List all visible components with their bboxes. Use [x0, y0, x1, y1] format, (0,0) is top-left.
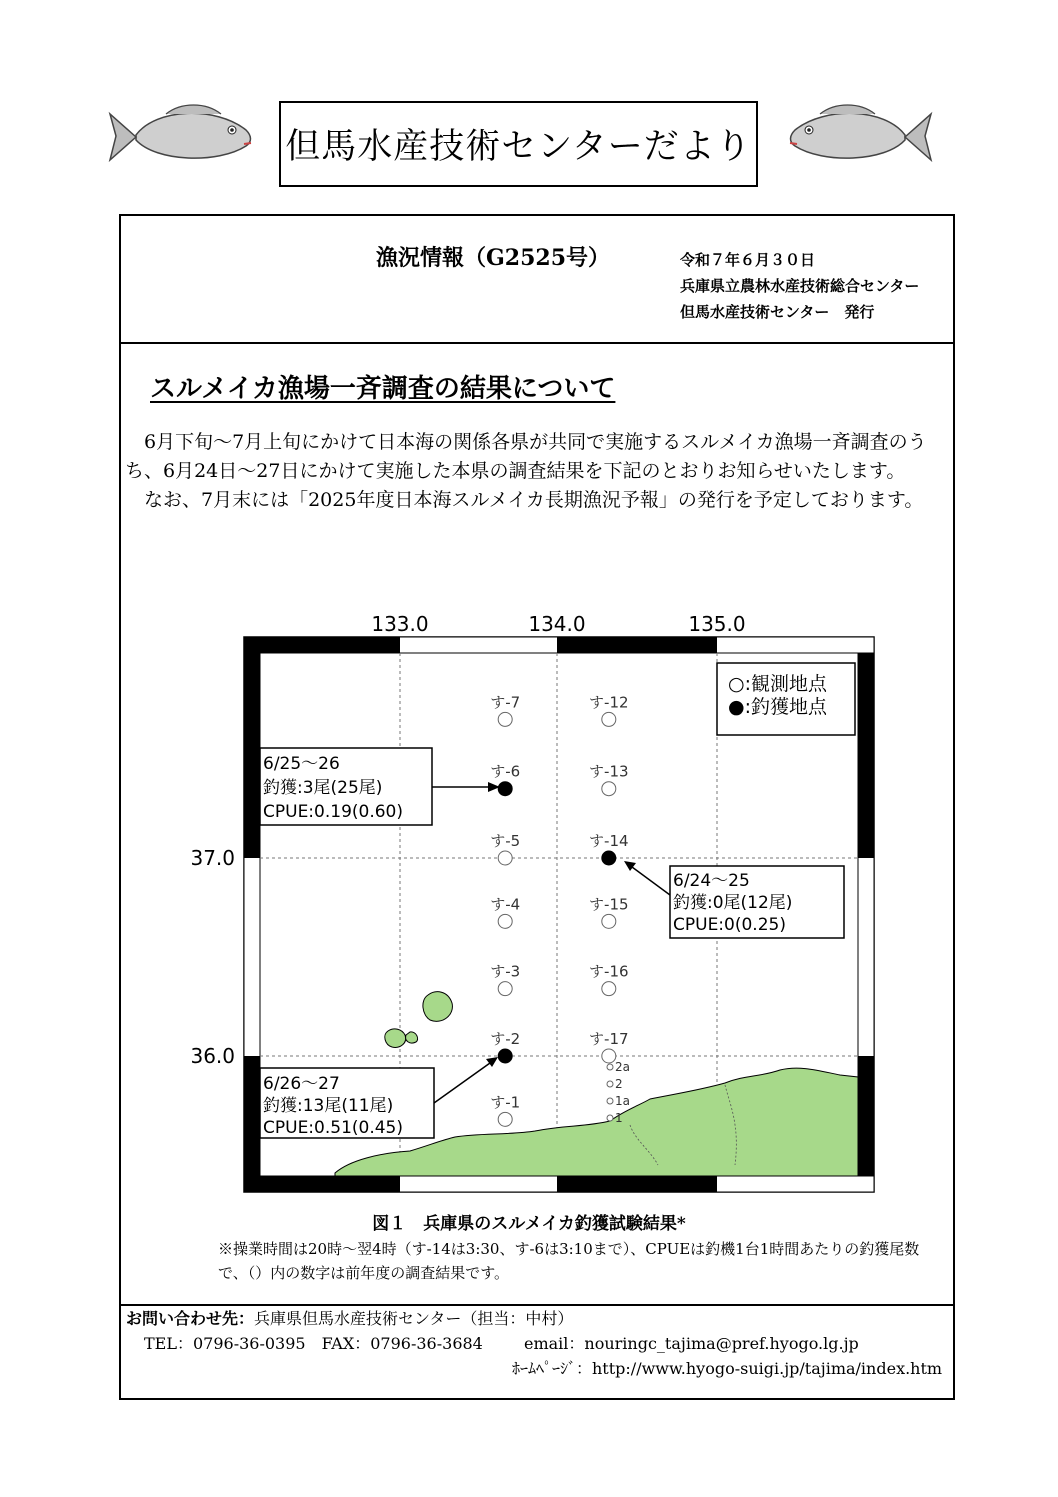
fish-illustration-right	[785, 100, 935, 170]
publisher-line2: 但馬水産技術センター 発行	[680, 303, 875, 321]
callout-s2-date: 6/26～27	[263, 1074, 340, 1094]
station-observed-marker	[498, 712, 512, 726]
station-observed-marker	[602, 1049, 616, 1063]
station-observed-marker	[602, 914, 616, 928]
paragraph-2: なお、7月末には「2025年度日本海スルメイカ長期漁況予報」の発行を予定しております。	[144, 489, 924, 511]
callout-s2-catch: 釣獲:13尾(11尾)	[263, 1096, 394, 1116]
station-label: す-14	[589, 832, 629, 850]
nearshore-station-marker	[607, 1098, 613, 1104]
nearshore-station-marker	[607, 1064, 613, 1070]
station-caught-marker	[602, 851, 616, 865]
station-observed-marker	[498, 851, 512, 865]
station-label: す-2	[490, 1030, 521, 1048]
issue-date: 令和７年６月３０日	[680, 251, 816, 269]
station-observed-marker	[498, 1112, 512, 1126]
header-divider	[119, 342, 955, 344]
station-label: す-17	[589, 1030, 629, 1048]
station-label: す-16	[589, 962, 629, 981]
station-label: す-12	[589, 693, 629, 712]
station-observed-marker	[602, 782, 616, 796]
nearshore-station-label: 1a	[615, 1094, 630, 1108]
lat-label-37: 37.0	[190, 846, 235, 870]
callout-s14-catch: 釣獲:0尾(12尾)	[673, 893, 793, 913]
station-caught-marker	[498, 1049, 512, 1063]
contact-tel-fax: TEL：0796-36-0395 FAX：0796-36-3684	[144, 1334, 483, 1353]
publication-info	[680, 247, 919, 325]
paragraph-1: 6月下旬～7月上旬にかけて日本海の関係各県が共同で実施するスルメイカ漁場一斉調査のうち、6月24日～27日にかけて実施した本県の調査結果を下記のとおりお知らせいたします。	[125, 431, 927, 482]
contact-email[interactable]: email：nouringc_tajima@pref.hyogo.lg.jp	[524, 1334, 859, 1353]
lon-label-134: 134.0	[528, 612, 586, 636]
map-legend	[717, 663, 855, 735]
station-observed-marker	[498, 914, 512, 928]
station-label: す-3	[490, 962, 521, 981]
contact-homepage[interactable]: ﾎｰﾑﾍﾟｰｼﾞ：http://www.hyogo-suigi.jp/tajima/index.htm	[512, 1359, 943, 1378]
station-observed-marker	[602, 982, 616, 996]
article-headline: スルメイカ漁場一斉調査の結果について	[150, 374, 616, 404]
station-label: す-15	[589, 895, 629, 914]
legend-caught: ●:釣獲地点	[728, 696, 827, 718]
figure-caption: 図１ 兵庫県のスルメイカ釣獲試験結果*	[372, 1214, 686, 1234]
callout-s14-cpue: CPUE:0(0.25)	[673, 915, 786, 935]
nearshore-station-label: 2a	[615, 1060, 630, 1074]
lat-label-36: 36.0	[190, 1044, 235, 1068]
station-caught-marker	[498, 782, 512, 796]
nearshore-station-label: 2	[615, 1077, 623, 1091]
nearshore-station-marker	[607, 1081, 613, 1087]
newsletter-title: 但馬水産技術センターだより	[279, 101, 758, 187]
callout-s6-cpue: CPUE:0.19(0.60)	[263, 802, 404, 822]
station-observed-marker	[498, 982, 512, 996]
lon-label-133: 133.0	[371, 612, 429, 636]
survey-map	[180, 605, 880, 1195]
legend-observed: ○:観測地点	[728, 673, 827, 695]
station-label: す-7	[490, 693, 521, 712]
contact-block	[126, 1306, 946, 1381]
station-label: す-5	[490, 832, 521, 850]
issue-title: 漁況情報（G2525号）	[376, 245, 611, 271]
callout-s6-date: 6/25～26	[263, 754, 340, 774]
callout-s2-cpue: CPUE:0.51(0.45)	[263, 1118, 404, 1138]
figure-note: ※操業時間は20時～翌4時（す-14は3:30、す-6は3:10まで）、CPUEは釣機1台1時間あたりの釣獲尾数で、（）内の数字は前年度の調査結果です。	[218, 1240, 920, 1282]
nearshore-station-marker	[607, 1115, 613, 1121]
lon-label-135: 135.0	[688, 612, 746, 636]
contact-org: 兵庫県但馬水産技術センター（担当：中村）	[254, 1309, 574, 1328]
station-label: す-13	[589, 762, 629, 781]
fish-illustration-left	[106, 100, 256, 170]
callout-s14-date: 6/24～25	[673, 871, 750, 891]
station-label: す-4	[490, 895, 521, 914]
nearshore-station-label: 1	[615, 1111, 623, 1125]
callout-s6-catch: 釣獲:3尾(25尾)	[263, 778, 383, 798]
contact-label: お問い合わせ先：	[126, 1309, 255, 1328]
station-label: す-6	[490, 762, 521, 781]
article-body	[125, 428, 951, 515]
station-label: す-1	[490, 1093, 521, 1112]
publisher-line1: 兵庫県立農林水産技術総合センター	[680, 277, 920, 295]
station-observed-marker	[602, 712, 616, 726]
